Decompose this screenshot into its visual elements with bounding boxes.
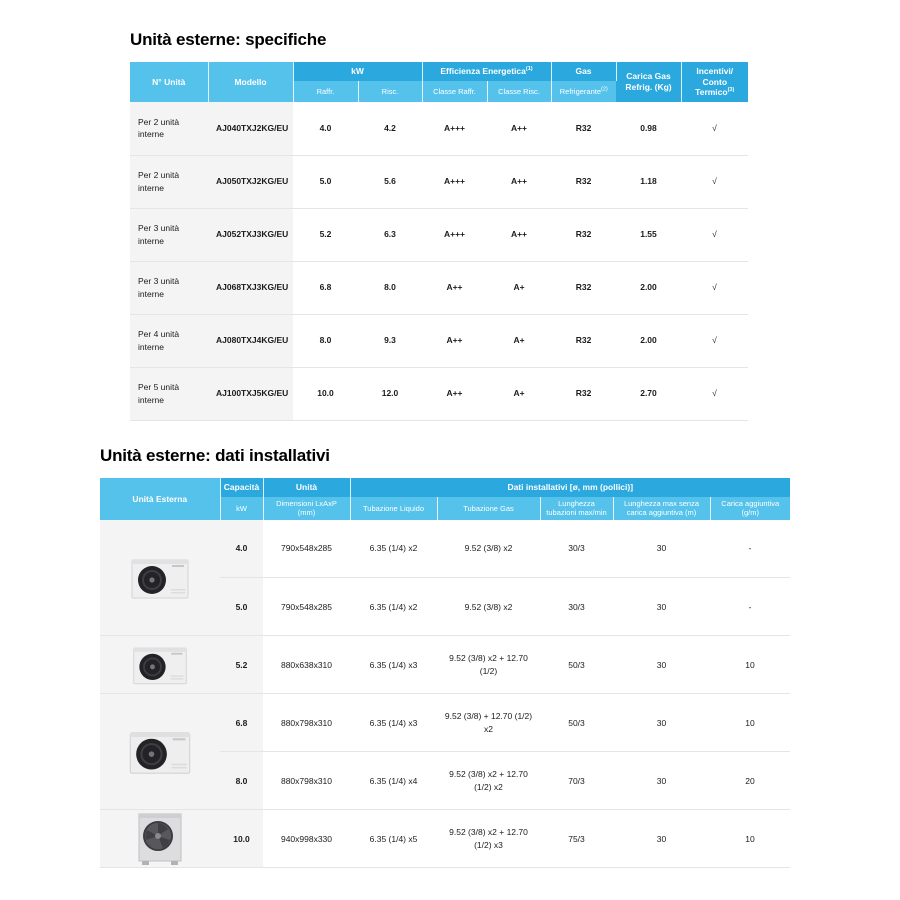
col-header-classe-raffr: Classe Raffr. bbox=[422, 81, 487, 102]
col-group-efficienza: Efficienza Energetica$^{(1)}$ bbox=[422, 62, 551, 81]
cell-capacita: 5.0 bbox=[220, 578, 263, 636]
col-group-gas: Gas bbox=[551, 62, 616, 81]
outdoor-unit-small-image bbox=[127, 553, 193, 603]
cell-kw-risc: 9.3 bbox=[358, 314, 422, 367]
cell-modello: AJ040TXJ2KG/EU bbox=[208, 102, 293, 155]
cell-kw-raffr: 5.2 bbox=[293, 208, 358, 261]
cell-carica: 2.00 bbox=[616, 261, 681, 314]
section-specifiche bbox=[130, 30, 748, 421]
col-header-risc: Risc. bbox=[358, 81, 422, 102]
col-header-refrigerante: Refrigerante$^{(2)}$ bbox=[551, 81, 616, 102]
cell-tubazione-liquido: 6.35 (1/4) x3 bbox=[350, 636, 437, 694]
cell-classe-raffr: A+++ bbox=[422, 102, 487, 155]
table-row bbox=[130, 102, 748, 155]
cell-tubazione-gas: 9.52 (3/8) x2 bbox=[437, 520, 540, 578]
col-header-raffr: Raffr. bbox=[293, 81, 358, 102]
footnote-sup-1: (1) bbox=[525, 66, 533, 73]
footnote-sup-3: (3) bbox=[727, 87, 735, 94]
cell-n-unita: Per 2 unità interne bbox=[130, 102, 208, 155]
cell-n-unita: Per 4 unità interne bbox=[130, 314, 208, 367]
col-header-classe-risc: Classe Risc. bbox=[487, 81, 551, 102]
cell-gas: R32 bbox=[551, 367, 616, 420]
cell-dimensioni: 790x548x285 bbox=[263, 520, 350, 578]
cell-unit-image bbox=[100, 520, 220, 636]
table-dati-installativi bbox=[100, 478, 790, 868]
outdoor-unit-small-image bbox=[125, 725, 195, 779]
table-row bbox=[100, 694, 790, 752]
cell-kw-risc: 12.0 bbox=[358, 367, 422, 420]
cell-carica: 2.70 bbox=[616, 367, 681, 420]
table-row bbox=[100, 636, 790, 694]
cell-carica: 1.18 bbox=[616, 155, 681, 208]
outdoor-unit-small-image bbox=[129, 641, 191, 689]
cell-gas: R32 bbox=[551, 261, 616, 314]
cell-lunghezza-tubazioni: 30/3 bbox=[540, 578, 613, 636]
table2-header bbox=[100, 478, 790, 520]
col-group-kw: kW bbox=[293, 62, 422, 81]
cell-n-unita: Per 3 unità interne bbox=[130, 208, 208, 261]
cell-dimensioni: 940x998x330 bbox=[263, 810, 350, 868]
cell-classe-raffr: A++ bbox=[422, 314, 487, 367]
col-header-lunghezza-max: Lunghezza max senza carica aggiuntiva (m) bbox=[613, 497, 710, 520]
cell-kw-risc: 4.2 bbox=[358, 102, 422, 155]
col-header-carica-aggiuntiva: Carica aggiuntiva (g/m) bbox=[710, 497, 790, 520]
cell-classe-raffr: A++ bbox=[422, 261, 487, 314]
cell-classe-raffr: A+++ bbox=[422, 208, 487, 261]
table-row bbox=[130, 261, 748, 314]
col-group-unita: Unità bbox=[263, 478, 350, 497]
cell-lunghezza-max: 30 bbox=[613, 636, 710, 694]
col-header-dimensioni: Dimensioni LxAxP (mm) bbox=[263, 497, 350, 520]
cell-dimensioni: 880x638x310 bbox=[263, 636, 350, 694]
cell-dimensioni: 790x548x285 bbox=[263, 578, 350, 636]
cell-n-unita: Per 3 unità interne bbox=[130, 261, 208, 314]
cell-lunghezza-max: 30 bbox=[613, 520, 710, 578]
cell-incentivi-check: √ bbox=[681, 314, 748, 367]
cell-capacita: 5.2 bbox=[220, 636, 263, 694]
cell-lunghezza-tubazioni: 30/3 bbox=[540, 520, 613, 578]
cell-incentivi-check: √ bbox=[681, 155, 748, 208]
cell-kw-risc: 6.3 bbox=[358, 208, 422, 261]
cell-carica-aggiuntiva: 10 bbox=[710, 694, 790, 752]
cell-lunghezza-tubazioni: 75/3 bbox=[540, 810, 613, 868]
table-specifiche bbox=[130, 62, 748, 421]
cell-incentivi-check: √ bbox=[681, 102, 748, 155]
cell-classe-risc: A++ bbox=[487, 102, 551, 155]
cell-carica-aggiuntiva: 10 bbox=[710, 810, 790, 868]
cell-capacita: 6.8 bbox=[220, 694, 263, 752]
col-header-carica-gas: Carica Gas Refrig. (Kg) bbox=[616, 62, 681, 102]
table-row bbox=[130, 367, 748, 420]
table-row bbox=[100, 520, 790, 578]
cell-unit-image bbox=[100, 694, 220, 810]
cell-tubazione-gas: 9.52 (3/8) x2 bbox=[437, 578, 540, 636]
cell-tubazione-gas: 9.52 (3/8) x2 + 12.70 (1/2) bbox=[437, 636, 540, 694]
cell-lunghezza-tubazioni: 50/3 bbox=[540, 636, 613, 694]
cell-n-unita: Per 5 unità interne bbox=[130, 367, 208, 420]
cell-gas: R32 bbox=[551, 208, 616, 261]
table1-header bbox=[130, 62, 748, 102]
cell-classe-risc: A+ bbox=[487, 314, 551, 367]
outdoor-unit-tall-image bbox=[132, 811, 188, 867]
table-row bbox=[130, 208, 748, 261]
col-header-incentivi: Incentivi/ Conto Termico$^{(3)}$ bbox=[681, 62, 748, 102]
cell-dimensioni: 880x798x310 bbox=[263, 694, 350, 752]
cell-lunghezza-max: 30 bbox=[613, 810, 710, 868]
cell-lunghezza-max: 30 bbox=[613, 578, 710, 636]
cell-gas: R32 bbox=[551, 155, 616, 208]
col-header-kw: kW bbox=[220, 497, 263, 520]
col-group-capacita: Capacità bbox=[220, 478, 263, 497]
col-header-tubazione-gas: Tubazione Gas bbox=[437, 497, 540, 520]
cell-classe-risc: A+ bbox=[487, 367, 551, 420]
cell-capacita: 8.0 bbox=[220, 752, 263, 810]
cell-carica-aggiuntiva: - bbox=[710, 520, 790, 578]
cell-carica: 2.00 bbox=[616, 314, 681, 367]
cell-tubazione-liquido: 6.35 (1/4) x4 bbox=[350, 752, 437, 810]
cell-modello: AJ080TXJ4KG/EU bbox=[208, 314, 293, 367]
col-header-n-unita: N° Unità bbox=[130, 62, 208, 102]
table-row bbox=[130, 314, 748, 367]
cell-classe-risc: A++ bbox=[487, 155, 551, 208]
cell-tubazione-liquido: 6.35 (1/4) x2 bbox=[350, 520, 437, 578]
cell-carica: 1.55 bbox=[616, 208, 681, 261]
cell-capacita: 4.0 bbox=[220, 520, 263, 578]
cell-lunghezza-tubazioni: 70/3 bbox=[540, 752, 613, 810]
cell-tubazione-liquido: 6.35 (1/4) x3 bbox=[350, 694, 437, 752]
cell-kw-raffr: 5.0 bbox=[293, 155, 358, 208]
cell-lunghezza-tubazioni: 50/3 bbox=[540, 694, 613, 752]
cell-modello: AJ068TXJ3KG/EU bbox=[208, 261, 293, 314]
col-header-lunghezza-tubazioni: Lunghezza tubazioni max/min bbox=[540, 497, 613, 520]
cell-carica: 0.98 bbox=[616, 102, 681, 155]
cell-gas: R32 bbox=[551, 102, 616, 155]
cell-lunghezza-max: 30 bbox=[613, 752, 710, 810]
col-header-modello: Modello bbox=[208, 62, 293, 102]
cell-dimensioni: 880x798x310 bbox=[263, 752, 350, 810]
cell-carica-aggiuntiva: 10 bbox=[710, 636, 790, 694]
cell-tubazione-gas: 9.52 (3/8) + 12.70 (1/2) x2 bbox=[437, 694, 540, 752]
cell-tubazione-liquido: 6.35 (1/4) x5 bbox=[350, 810, 437, 868]
footnote-sup-2: (2) bbox=[601, 86, 608, 93]
cell-incentivi-check: √ bbox=[681, 208, 748, 261]
cell-carica-aggiuntiva: 20 bbox=[710, 752, 790, 810]
cell-kw-raffr: 4.0 bbox=[293, 102, 358, 155]
cell-kw-risc: 5.6 bbox=[358, 155, 422, 208]
table-row bbox=[100, 810, 790, 868]
cell-classe-raffr: A++ bbox=[422, 367, 487, 420]
cell-kw-raffr: 10.0 bbox=[293, 367, 358, 420]
cell-unit-image bbox=[100, 810, 220, 868]
table-row bbox=[130, 155, 748, 208]
col-header-tubazione-liquido: Tubazione Liquido bbox=[350, 497, 437, 520]
cell-incentivi-check: √ bbox=[681, 261, 748, 314]
cell-kw-raffr: 6.8 bbox=[293, 261, 358, 314]
cell-carica-aggiuntiva: - bbox=[710, 578, 790, 636]
section-title-dati-installativi: Unità esterne: dati installativi bbox=[100, 446, 330, 465]
cell-unit-image bbox=[100, 636, 220, 694]
col-header-unita-esterna: Unità Esterna bbox=[100, 478, 220, 520]
cell-modello: AJ052TXJ3KG/EU bbox=[208, 208, 293, 261]
cell-gas: R32 bbox=[551, 314, 616, 367]
cell-tubazione-liquido: 6.35 (1/4) x2 bbox=[350, 578, 437, 636]
cell-lunghezza-max: 30 bbox=[613, 694, 710, 752]
cell-tubazione-gas: 9.52 (3/8) x2 + 12.70 (1/2) x2 bbox=[437, 752, 540, 810]
cell-incentivi-check: √ bbox=[681, 367, 748, 420]
cell-modello: AJ050TXJ2KG/EU bbox=[208, 155, 293, 208]
cell-classe-raffr: A+++ bbox=[422, 155, 487, 208]
cell-tubazione-gas: 9.52 (3/8) x2 + 12.70 (1/2) x3 bbox=[437, 810, 540, 868]
cell-capacita: 10.0 bbox=[220, 810, 263, 868]
cell-n-unita: Per 2 unità interne bbox=[130, 155, 208, 208]
section-title-specifiche: Unità esterne: specifiche bbox=[130, 30, 327, 49]
cell-modello: AJ100TXJ5KG/EU bbox=[208, 367, 293, 420]
cell-kw-risc: 8.0 bbox=[358, 261, 422, 314]
cell-classe-risc: A++ bbox=[487, 208, 551, 261]
cell-kw-raffr: 8.0 bbox=[293, 314, 358, 367]
cell-classe-risc: A+ bbox=[487, 261, 551, 314]
col-group-dati-installativi: Dati installativi [ø, mm (pollici)] bbox=[350, 478, 790, 497]
section-dati-installativi bbox=[100, 446, 790, 868]
